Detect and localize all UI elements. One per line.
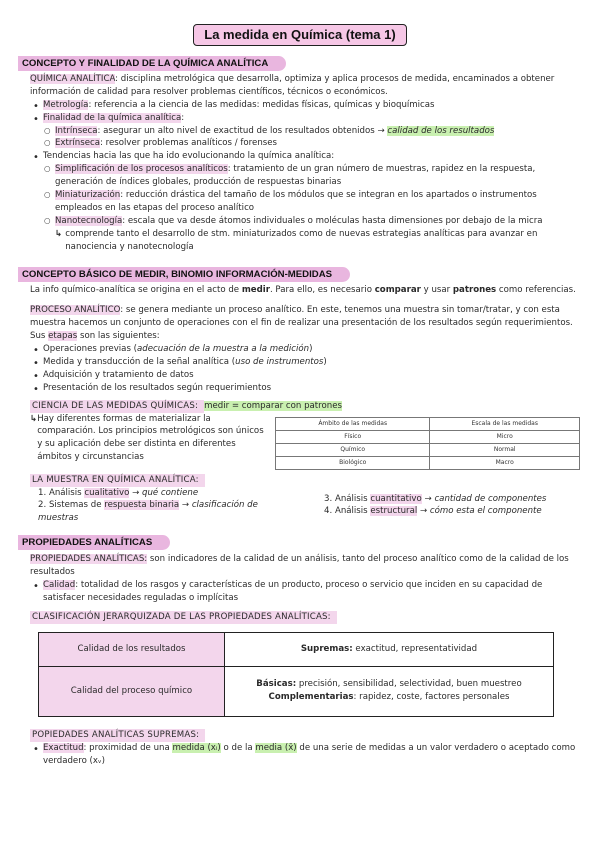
muestra-item: 1. Análisis cualitativo → qué contiene (38, 487, 199, 498)
propiedades-definition (20, 553, 580, 579)
table-cell: Micro (430, 430, 580, 443)
complementarias-text: : rapidez, coste, factores personales (353, 692, 510, 703)
etapa-item (30, 382, 580, 395)
complementarias-label: Complementarias (268, 692, 354, 703)
ciencia-term: CIENCIA DE LAS MEDIDAS QUÍMICAS: (30, 400, 204, 413)
intro-comparar: comparar (374, 285, 421, 296)
nano-arrow-text: comprende tanto el desarrollo de stm. miniaturizados como de nuevas estrategias analíticas para avanzar en nanociencia y nanotecnología (65, 228, 538, 252)
finalidad-sublist (43, 125, 580, 151)
m3-it: cantidad de componentes (434, 493, 547, 504)
tendencias-sublist (43, 163, 580, 253)
exactitud-list (20, 742, 580, 768)
m1-it: qué contiene (142, 487, 199, 498)
m1-b: → (129, 487, 143, 498)
table-row (276, 430, 580, 443)
calidad-def: : totalidad de los rasgos y características de un producto, proceso o servicio que inciden en su capacidad de satisfacer necesidades reguladas o implícitas (43, 580, 543, 603)
supremas-label: Supremas: (300, 643, 353, 654)
section-heading-2: CONCEPTO BÁSICO DE MEDIR, BINOMIO INFORMACIÓN-MEDIDAS (18, 267, 350, 282)
m1-a: Análisis (48, 487, 85, 498)
list-item-calidad (30, 579, 580, 605)
basicas-text: precisión, sensibilidad, selectividad, buen muestreo (296, 679, 522, 690)
finalidad-term: Finalidad de la química analítica (43, 112, 182, 123)
complementarias-line (225, 691, 553, 704)
metrologia-term: Metrología (43, 99, 89, 110)
basicas-line (225, 678, 553, 691)
table-header-cell: Escala de las medidas (430, 417, 580, 430)
proceso-end: son las siguientes: (77, 331, 160, 342)
qa-def-text: : disciplina metrológica que desarrolla, optimiza y aplica procesos de medida, encaminados a obtener información de calidad para resolver problemas científicos, técnicos o económicos. (30, 74, 555, 97)
m4-a: Análisis (334, 506, 371, 517)
extrinseca-def: : resolver problemas analíticos / forenses (100, 138, 278, 149)
arrow-icon: ↳ (55, 228, 63, 239)
list-item-miniaturizacion (43, 189, 580, 215)
etapas-list (20, 343, 580, 395)
mini-term: Miniaturización (55, 190, 121, 201)
table-cell-left: Calidad del proceso químico (39, 666, 225, 716)
m4-it: cómo esta el componente (429, 506, 542, 517)
intro-b: . Para ello, es necesario (269, 285, 375, 296)
metrologia-def: : referencia a la ciencia de las medidas: medidas físicas, químicas y bioquímicas (88, 99, 435, 110)
exact-hl2: media (x̄) (255, 742, 297, 753)
muestra-heading: LA MUESTRA EN QUÍMICA ANALÍTICA: (30, 474, 205, 487)
clasificacion-table (38, 632, 554, 717)
prop-term: PROPIEDADES ANALÍTICAS: (30, 554, 148, 565)
medir-intro (20, 284, 580, 297)
proceso-analitico (20, 304, 580, 343)
list-item-simplificacion (43, 163, 580, 189)
etapa-item (30, 343, 580, 356)
etapa2-b: ) (323, 356, 327, 367)
table-cell: Macro (430, 456, 580, 469)
etapa2-a: Medida y transducción de la señal analítica ( (43, 356, 236, 367)
muestra-item: 2. Sistemas de respuesta binaria → clasificación de muestras (38, 500, 258, 524)
muestra-col-right (294, 487, 580, 526)
tendencias-text: Tendencias hacia las que ha ido evolucionando la química analítica: (43, 151, 335, 162)
list-item-nanotecnologia (43, 215, 580, 254)
muestra-col-left (38, 487, 294, 526)
calidad-term: Calidad (43, 580, 76, 591)
table-cell: Biológico (276, 456, 430, 469)
intro-d: como referencias. (496, 285, 576, 296)
intrinseca-def: : asegurar un alto nivel de exactitud de los resultados obtenidos → (97, 125, 385, 136)
supremas-text: exactitud, representatividad (352, 643, 478, 654)
m3-hl: cuantitativo (370, 493, 422, 504)
exact-a: : proximidad de una (83, 742, 173, 753)
simp-def: : tratamiento de un gran número de muestras, rapidez en la respuesta, generación de índices globales, producción de respuestas binarias (55, 164, 536, 188)
supremas-heading: POPIEDADES ANALÍTICAS SUPREMAS: (30, 729, 205, 742)
exact-term: Exactitud (43, 742, 84, 753)
intrinseca-result: calidad de los resultados (387, 125, 495, 136)
ciencia-row (20, 413, 580, 470)
ciencia-medidas (20, 400, 580, 413)
exact-c: de una serie de medidas a un valor verdadero o aceptado como verdadero (xᵥ) (43, 742, 576, 766)
ciencia-eq: medir = comparar con patrones (204, 400, 342, 411)
intro-a: La info químico-analítica se origina en el acto de (30, 285, 242, 296)
ciencia-arrow-line (30, 413, 265, 470)
table-row (276, 456, 580, 469)
etapa2-it: uso de instrumentos (235, 356, 324, 367)
list-item-extrinseca (43, 137, 580, 150)
table-cell: Químico (276, 443, 430, 456)
proceso-etapas: etapas (48, 331, 78, 342)
table-row (276, 443, 580, 456)
table-row (39, 666, 554, 716)
etapa3: Adquisición y tratamiento de datos (43, 369, 194, 380)
m4-b: → (417, 506, 430, 517)
title-area (20, 0, 580, 52)
m1-hl: cualitativo (84, 487, 130, 498)
qa-term: QUÍMICA ANALÍTICA (30, 74, 116, 84)
etapa4: Presentación de los resultados según requerimientos (43, 382, 272, 393)
section-concepto-medir (20, 267, 580, 525)
nano-arrow-line (55, 228, 580, 254)
muestra-heading-line (20, 474, 580, 487)
intro-patrones: patrones (452, 285, 497, 296)
clasificacion-heading-line (20, 611, 580, 624)
etapa1-it: adecuación de la muestra a la medición (137, 344, 310, 355)
prop-def: son indicadores de la calidad de un análisis, tanto del proceso analítico como de la calidad de los resultados (30, 554, 569, 578)
m2-hl: respuesta binaria (104, 500, 180, 511)
list-item-exactitud (30, 742, 580, 768)
table-row (39, 632, 554, 666)
muestra-item: 4. Análisis estructural → cómo esta el componente (324, 506, 542, 517)
table-cell: Físico (276, 430, 430, 443)
list-item-intrinseca (43, 125, 580, 138)
section-propiedades (20, 535, 580, 767)
m3-b: → (421, 493, 435, 504)
supremas-heading-line (20, 729, 580, 742)
intro-medir: medir (241, 285, 270, 296)
etapa-item (30, 356, 580, 369)
proceso-def: : se genera mediante un proceso analítico. En este, tenemos una muestra sin tomar/tratar, y con esta muestra hacemos un conjunto de operaciones con el fin de realizar una presentación de los resultados según requerimientos. Sus (30, 305, 573, 342)
extrinseca-term: Extrínseca (55, 138, 101, 149)
ciencia-arrow-text: Hay diferentes formas de materializar la comparación. Los principios metrológicos son únicos y su aplicación debe ser distinta en diferentes ámbitos y circunstancias (37, 413, 264, 463)
simp-term: Simplificación de los procesos analíticos (55, 164, 228, 175)
list-item-finalidad (30, 112, 580, 151)
finalidad-colon: : (181, 112, 185, 123)
page-title: La medida en Química (tema 1) (193, 24, 406, 46)
clasificacion-heading: CLASIFICACIÓN JERARQUIZADA DE LAS PROPIEDADES ANALÍTICAS: (30, 611, 337, 624)
nano-term: Nanotecnología (55, 215, 123, 226)
arrow-icon: ↳ (30, 413, 38, 424)
m2-b: → (179, 500, 192, 511)
muestra-item: 3. Análisis cuantitativo → cantidad de componentes (324, 493, 547, 504)
list-item-tendencias (30, 150, 580, 253)
list-item-metrologia (30, 99, 580, 112)
table-header-row (276, 417, 580, 430)
etapa1-a: Operaciones previas ( (43, 344, 138, 355)
s1-list (20, 99, 580, 254)
etapa1-b: ) (309, 344, 313, 355)
table-cell-right (225, 666, 554, 716)
muestra-columns (20, 487, 580, 526)
m3-a: Análisis (334, 493, 371, 504)
table-cell-left: Calidad de los resultados (39, 632, 225, 666)
proceso-term: PROCESO ANALÍTICO (30, 305, 121, 316)
intro-c: y usar (420, 285, 453, 296)
ambito-escala-table (275, 417, 580, 470)
section-heading-1: CONCEPTO Y FINALIDAD DE LA QUÍMICA ANALÍTICA (18, 56, 286, 71)
mini-def: : reducción drástica del tamaño de los módulos que se integran en los apartados o instrumentos empleados en las etapas del proceso analítico (55, 190, 537, 213)
qa-definition (20, 73, 580, 99)
nano-def: : escala que va desde átomos individuales o moléculas hasta dimensiones por debajo de la micra (122, 215, 543, 226)
m2-a: Sistemas de (48, 500, 105, 511)
intrinseca-term: Intrínseca (55, 125, 98, 136)
m4-hl: estructural (370, 506, 418, 517)
exact-b: o de la (220, 742, 256, 753)
section-heading-3: PROPIEDADES ANALÍTICAS (18, 535, 170, 550)
m2-it: clasificación de muestras (38, 500, 258, 524)
exact-hl1: medida (xᵢ) (172, 742, 221, 753)
table-header-cell: Ámbito de las medidas (276, 417, 430, 430)
calidad-list (20, 579, 580, 605)
section-concepto-finalidad (20, 56, 580, 253)
table-cell-right (225, 632, 554, 666)
table-cell: Normal (430, 443, 580, 456)
basicas-label: Básicas: (256, 679, 297, 690)
etapa-item (30, 369, 580, 382)
